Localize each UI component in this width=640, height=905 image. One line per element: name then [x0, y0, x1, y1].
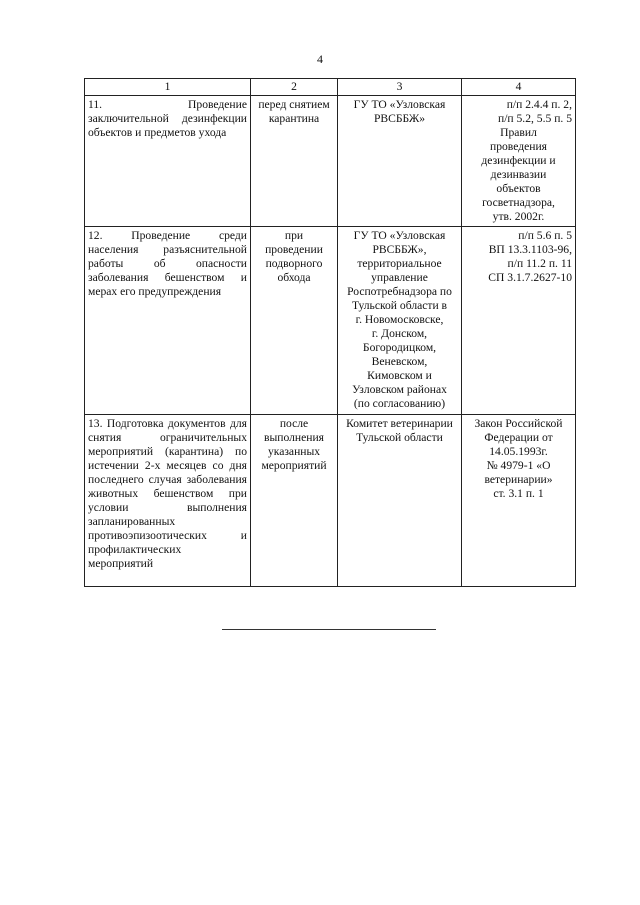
- table-header-row: [85, 79, 576, 96]
- timing-cell: после выполнения указанных мероприятий: [251, 415, 338, 587]
- table-row: [85, 227, 576, 415]
- column-header: 1: [85, 79, 251, 96]
- page-number: 4: [317, 52, 323, 66]
- column-header: 3: [338, 79, 462, 96]
- table-row: [85, 96, 576, 227]
- measure-cell: 11. Проведение заключительной дезинфекции объектов и предметов ухода: [85, 96, 251, 227]
- timing-cell: при проведении подворного обхода: [251, 227, 338, 415]
- column-header: 4: [462, 79, 576, 96]
- legal-basis-cell: п/п 5.6 п. 5 ВП 13.3.1103-96, п/п 11.2 п. 11 СП 3.1.7.2627-10: [462, 227, 576, 415]
- legal-basis-cell: п/п 2.4.4 п. 2, п/п 5.2, 5.5 п. 5 Правил проведения дезинфекции и дезинвазии объектов госветнадзора, утв. 2002г.: [462, 96, 576, 227]
- column-header: 2: [251, 79, 338, 96]
- measures-table: [84, 78, 576, 587]
- table-row: [85, 415, 576, 587]
- closing-divider: [222, 629, 436, 630]
- measure-cell: 13. Подготовка документов для снятия ограничительных мероприятий (карантина) по истечении 2-х месяцев со дня последнего случая заболевания животных бешенством при условии выполнения запланированных противоэпизоотических и профилактических мероприятий: [85, 415, 251, 587]
- executor-cell: ГУ ТО «Узловская РВСББЖ», территориальное управление Роспотребнадзора по Тульской области в г. Новомосковске, г. Донском, Богородицком, Веневском, Кимовском и Узловском районах (по согласованию): [338, 227, 462, 415]
- legal-basis-cell: Закон Российской Федерации от 14.05.1993г. № 4979-1 «О ветеринарии» ст. 3.1 п. 1: [462, 415, 576, 587]
- executor-cell: Комитет ветеринарии Тульской области: [338, 415, 462, 587]
- executor-cell: ГУ ТО «Узловская РВСББЖ»: [338, 96, 462, 227]
- timing-cell: перед снятием карантина: [251, 96, 338, 227]
- measure-cell: 12. Проведение среди населения разъяснительной работы об опасности заболевания бешенством и мерах его предупреждения: [85, 227, 251, 415]
